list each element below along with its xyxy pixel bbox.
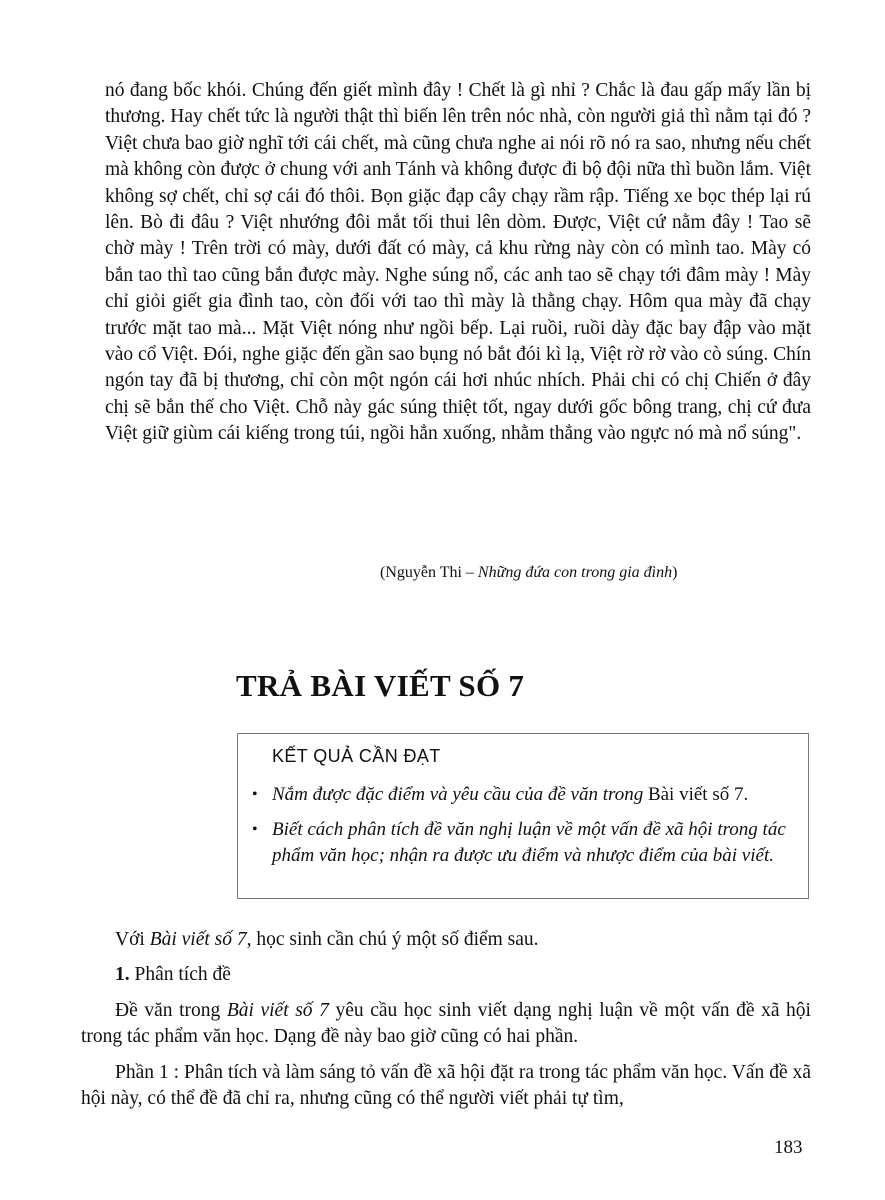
lesson-title: TRẢ BÀI VIẾT SỐ 7 xyxy=(236,668,525,703)
citation-work-title: Những đứa con trong gia đình xyxy=(477,564,673,581)
p1-start: Với xyxy=(115,929,150,950)
bullet-icon: • xyxy=(252,821,258,838)
story-excerpt: nó đang bốc khói. Chúng đến giết mình đây ! Chết là gì nhỉ ? Chắc là đau gấp mấy lần bị thương. Hay chết tức là người thật thì biến lên trên nóc nhà, còn người giả thì nằm tại đó ? Việt chưa bao giờ nghĩ tới cái chết, mà cũng chưa nghe ai nói rõ nó ra sao, nhưng nếu chết mà không còn được ở chung với anh Tánh và không được đi bộ đội nữa thì buồn lắm. Việt không sợ chết, chỉ sợ cái đó thôi. Bọn giặc đạp cây chạy rầm rập. Tiếng xe bọc thép lại rú lên. Bò đi đâu ? Việt nhướng đôi mắt tối thui lên dòm. Được, Việt cứ nằm đây ! Tao sẽ chờ mày ! Trên trời có mày, dưới đất có mày, cả khu rừng này còn có mình tao. Mày có bắn tao thì tao cũng bắn được mày. Nghe súng nổ, các anh tao sẽ chạy tới đâm mày ! Mày chỉ giỏi giết gia đình tao, còn đối với tao thì mày là thằng chạy. Hôm qua mày đã chạy trước mặt tao mà... Mặt Việt nóng như ngồi bếp. Lại ruồi, ruồi dày đặc bay đập vào mặt vào cổ Việt. Đói, nghe giặc đến gần sao bụng nó bắt đói kì lạ, Việt rờ rờ vào cò súng. Chín ngón tay đã bị thương, chỉ còn một ngón cái hơi nhúc nhích. Phải chi có chị Chiến ở đây chị sẽ bắn thế cho Việt. Chỗ này gác súng thiệt tốt, ngay dưới gốc bông trang, chị cứ đưa Việt giữ giùm cái kiếng trong túi, ngồi hẳn xuống, nhằm thẳng vào ngực nó mà nổ súng". xyxy=(105,80,811,445)
learning-goal-item xyxy=(252,782,792,808)
learning-goal-item xyxy=(252,817,792,869)
body-paragraph xyxy=(81,927,811,953)
p2-end: yêu cầu học sinh viết dạng nghị luận về một vấn đề xã hội trong tác phẩm văn học. Dạng đề này bao giờ cũng có hai phần. xyxy=(81,999,811,1048)
goal-1-italic-text: Nắm được đặc điểm và yêu cầu của đề văn trong xyxy=(272,784,644,805)
section-number: 1. xyxy=(115,964,130,986)
lesson-body xyxy=(81,927,811,1112)
p2-assignment-name: Bài viết số 7 xyxy=(226,999,329,1021)
learning-goals-title: KẾT QUẢ CẦN ĐẠT xyxy=(272,746,441,766)
p1-end: , học sinh cần chú ý một số điểm sau. xyxy=(246,929,539,950)
citation-open-paren: ( xyxy=(380,564,386,581)
goal-2-text: Biết cách phân tích đề văn nghị luận về một vấn đề xã hội trong tác phẩm văn học; nhận ra được ưu điểm và nhược điểm của bài viết. xyxy=(272,819,786,866)
goal-1-plain-text: Bài viết số 7. xyxy=(643,784,749,805)
section-heading xyxy=(81,962,811,988)
p2-start: Đề văn trong xyxy=(115,999,227,1021)
citation-close-paren: ) xyxy=(672,564,678,581)
page-number: 183 xyxy=(774,1137,803,1158)
citation-dash: – xyxy=(461,564,478,581)
source-citation xyxy=(380,562,800,584)
body-paragraph: Phần 1 : Phân tích và làm sáng tỏ vấn đề xã hội đặt ra trong tác phẩm văn học. Vấn đề xã hội này, có thể đề đã chỉ ra, nhưng cũng có thể người viết phải tự tìm, xyxy=(81,1061,811,1110)
body-paragraph xyxy=(81,998,811,1051)
section-title: Phân tích đề xyxy=(129,964,231,986)
citation-author: Nguyễn Thi xyxy=(385,564,462,581)
learning-goals-box xyxy=(237,733,809,899)
p1-assignment-name: Bài viết số 7 xyxy=(149,929,247,950)
bullet-icon: • xyxy=(252,786,258,803)
